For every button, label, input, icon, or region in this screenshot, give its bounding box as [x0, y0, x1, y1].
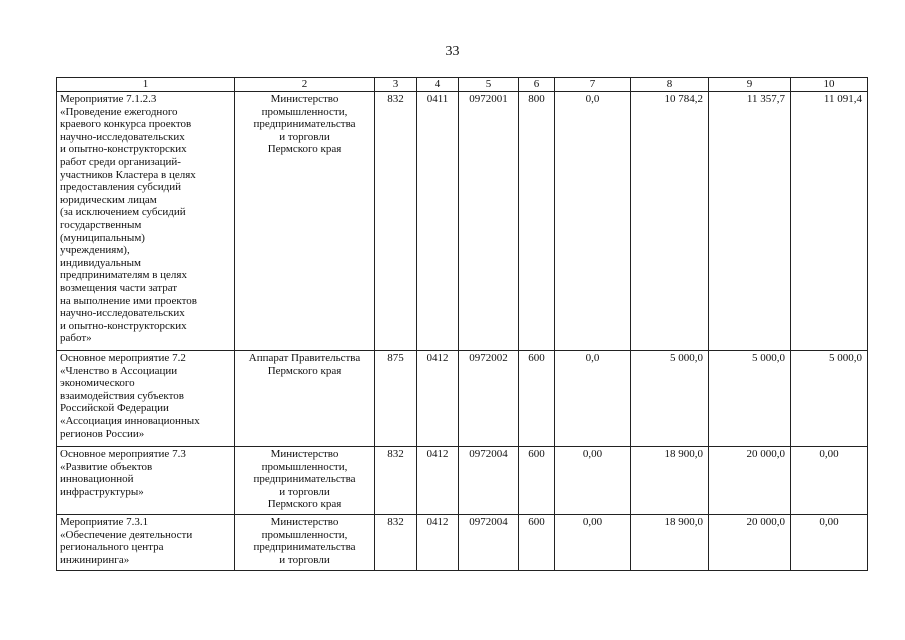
amount-col8-cell: 18 900,0 [631, 515, 709, 571]
admin-code-cell: 832 [375, 447, 417, 515]
column-header: 9 [709, 78, 791, 92]
budget-table [56, 77, 868, 571]
page-number: 33 [445, 44, 460, 59]
expense-type-cell: 600 [519, 351, 555, 447]
executor-cell: Аппарат Правительства Пермского края [235, 351, 375, 447]
amount-col7-cell: 0,00 [555, 515, 631, 571]
activity-cell: Основное мероприятие 7.3 «Развитие объектов инновационной инфраструктуры» [57, 447, 235, 515]
amount-col8-cell: 5 000,0 [631, 351, 709, 447]
activity-cell: Мероприятие 7.3.1 «Обеспечение деятельности регионального центра инжиниринга» [57, 515, 235, 571]
admin-code-cell: 875 [375, 351, 417, 447]
column-header: 5 [459, 78, 519, 92]
column-header: 2 [235, 78, 375, 92]
header-row [57, 78, 868, 92]
amount-col10-cell: 11 091,4 [791, 92, 868, 351]
amount-col10-cell: 5 000,0 [791, 351, 868, 447]
amount-col9-cell: 20 000,0 [709, 515, 791, 571]
target-code-cell: 0972004 [459, 515, 519, 571]
executor-cell: Министерство промышленности, предпринимательства и торговли Пермского края [235, 447, 375, 515]
amount-col8-cell: 10 784,2 [631, 92, 709, 351]
table-row [57, 515, 868, 571]
amount-col7-cell: 0,0 [555, 351, 631, 447]
admin-code-cell: 832 [375, 92, 417, 351]
column-header: 6 [519, 78, 555, 92]
executor-cell: Министерство промышленности, предпринимательства и торговли [235, 515, 375, 571]
expense-type-cell: 600 [519, 447, 555, 515]
table-row [57, 351, 868, 447]
column-header: 1 [57, 78, 235, 92]
amount-col10-cell: 0,00 [791, 447, 868, 515]
column-header: 10 [791, 78, 868, 92]
column-header: 3 [375, 78, 417, 92]
activity-cell: Мероприятие 7.1.2.3 «Проведение ежегодного краевого конкурса проектов научно-исследовательских и опытно-конструкторских работ среди организаций- участников Кластера в целях предоставления субсидий юридическим лицам (за исключением субсидий государственным (муниципальным) учреждениям), индивидуальным предпринимателям в целях возмещения части затрат на выполнение ими проектов научно-исследовательских и опытно-конструкторских работ» [57, 92, 235, 351]
amount-col9-cell: 20 000,0 [709, 447, 791, 515]
column-header: 4 [417, 78, 459, 92]
admin-code-cell: 832 [375, 515, 417, 571]
target-code-cell: 0972002 [459, 351, 519, 447]
expense-type-cell: 800 [519, 92, 555, 351]
amount-col9-cell: 11 357,7 [709, 92, 791, 351]
column-header: 7 [555, 78, 631, 92]
section-code-cell: 0412 [417, 447, 459, 515]
section-code-cell: 0411 [417, 92, 459, 351]
amount-col7-cell: 0,00 [555, 447, 631, 515]
section-code-cell: 0412 [417, 351, 459, 447]
target-code-cell: 0972001 [459, 92, 519, 351]
table-row [57, 92, 868, 351]
executor-cell: Министерство промышленности, предпринимательства и торговли Пермского края [235, 92, 375, 351]
section-code-cell: 0412 [417, 515, 459, 571]
amount-col10-cell: 0,00 [791, 515, 868, 571]
column-header: 8 [631, 78, 709, 92]
table-row [57, 447, 868, 515]
expense-type-cell: 600 [519, 515, 555, 571]
amount-col8-cell: 18 900,0 [631, 447, 709, 515]
activity-cell: Основное мероприятие 7.2 «Членство в Ассоциации экономического взаимодействия субъектов Российской Федерации «Ассоциация инновационных регионов России» [57, 351, 235, 447]
amount-col7-cell: 0,0 [555, 92, 631, 351]
amount-col9-cell: 5 000,0 [709, 351, 791, 447]
target-code-cell: 0972004 [459, 447, 519, 515]
